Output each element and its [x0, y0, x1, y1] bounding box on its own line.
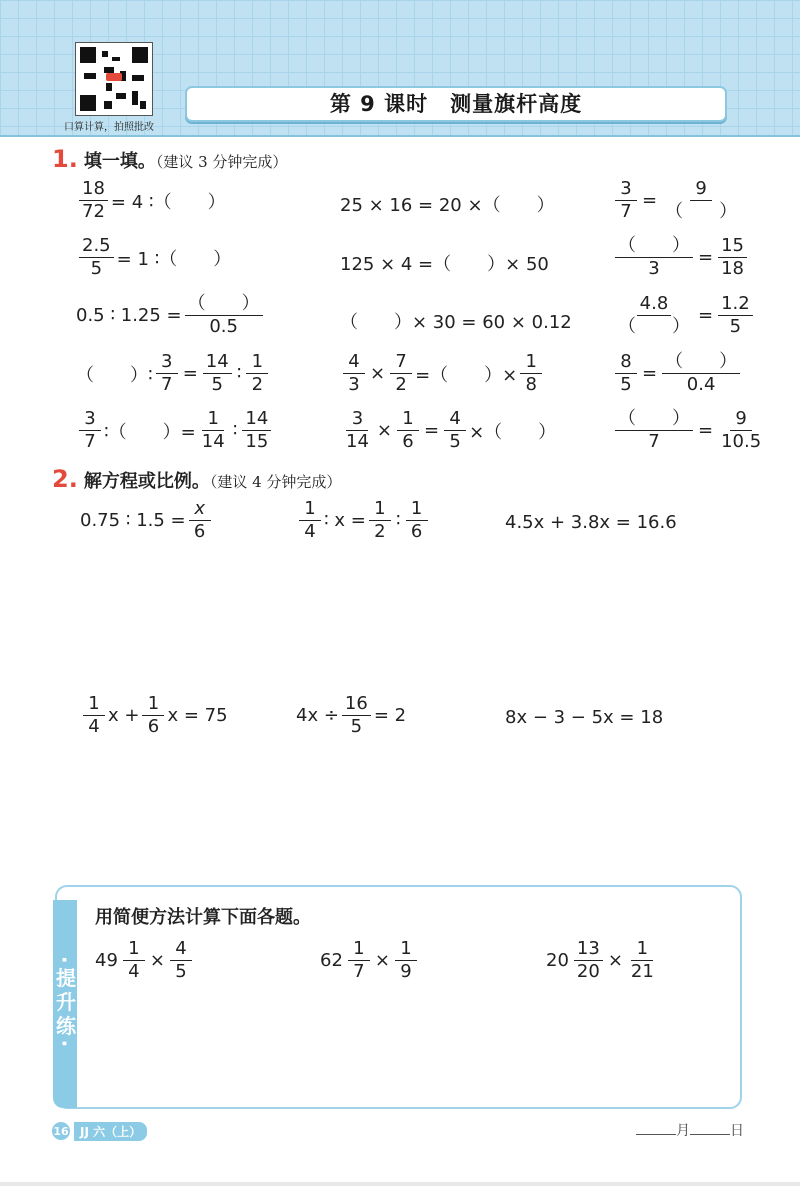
fraction: $\frac{( )}{3}$	[615, 237, 693, 278]
fill-item[interactable]: $\frac{8}{5}$ = $\frac{( )}{0.4}$	[612, 353, 743, 394]
section-2-number: 2.	[52, 465, 78, 493]
fraction: $\frac{1}{6}$	[142, 695, 164, 736]
section-2-hint: （建议 4 分钟完成）	[209, 473, 342, 491]
equation-item[interactable]: 4x ÷ $\frac{16}{5}$ = 2	[296, 693, 407, 737]
fraction: $\frac{3}{7}$	[156, 353, 178, 394]
fraction: $\frac{1}{6}$	[406, 500, 428, 541]
fraction: $\frac{1}{6}$	[397, 410, 419, 451]
fraction: $\frac{8}{5}$	[615, 353, 637, 394]
qr-code-icon[interactable]	[75, 42, 153, 116]
fraction: $\frac{4.8}{( )}$	[618, 293, 690, 337]
fraction: $\frac{2.5}{5}$	[79, 237, 114, 278]
day-blank[interactable]	[690, 1134, 730, 1135]
fraction: $\frac{x}{6}$	[189, 500, 211, 541]
fill-item[interactable]: 25 × 16 = 20 ×（ ）	[340, 195, 555, 216]
equation-item[interactable]: 8x − 3 − 5x = 18	[505, 707, 664, 728]
fraction: $\frac{( )}{7}$	[615, 410, 693, 451]
fill-item[interactable]: $\frac{( )}{7}$ = $\frac{9}{10.5}$	[612, 410, 767, 451]
practice-side-label: ·提升练·	[53, 900, 77, 1108]
fraction: $\frac{1}{8}$	[520, 353, 542, 394]
book-label: JJ 六（上）	[74, 1122, 147, 1141]
section-1-hint: （建议 3 分钟完成）	[155, 153, 288, 171]
section-1-number: 1.	[52, 145, 78, 173]
fraction: $\frac{14}{15}$	[242, 410, 271, 451]
section-1-label: 填一填。	[83, 151, 156, 172]
section-1-heading	[52, 145, 287, 173]
fraction: $\frac{1}{4}$	[299, 500, 321, 541]
practice-item[interactable]: 49 $\frac{1}{4}$ × $\frac{4}{5}$	[95, 940, 195, 981]
fraction: $\frac{18}{72}$	[79, 180, 108, 221]
fill-item[interactable]: （ ）∶ $\frac{3}{7}$ = $\frac{14}{5}$ ∶ $\frac{1}{2}$	[76, 353, 271, 394]
qr-caption: 口算计算，拍照批改	[64, 122, 154, 133]
fill-item[interactable]: $\frac{3}{14}$ × $\frac{1}{6}$ = $\frac{4}{5}$ ×（ ）	[340, 410, 556, 451]
fill-item[interactable]: （ ）× 30 = 60 × 0.12	[340, 312, 572, 333]
fraction: $\frac{14}{5}$	[203, 353, 232, 394]
fraction: $\frac{4}{3}$	[343, 353, 365, 394]
fraction: $\frac{7}{2}$	[390, 353, 412, 394]
fill-item[interactable]: $\frac{4}{3}$ × $\frac{7}{2}$ =（ ）× $\frac{1}{8}$	[340, 353, 545, 394]
page-edge	[0, 1182, 800, 1186]
page-header	[0, 0, 800, 137]
equation-item[interactable]: $\frac{1}{4}$ ∶ x = $\frac{1}{2}$ ∶ $\frac{1}{6}$	[296, 500, 431, 541]
fraction: $\frac{1}{4}$	[83, 695, 105, 736]
fraction: $\frac{3}{14}$	[346, 408, 369, 452]
fraction: $\frac{13}{20}$	[574, 940, 603, 981]
fraction: $\frac{1}{21}$	[630, 938, 654, 982]
fraction: $\frac{3}{7}$	[79, 410, 101, 451]
fraction: $\frac{16}{5}$	[342, 695, 371, 736]
fraction: $\frac{1}{2}$	[246, 353, 268, 394]
fraction: $\frac{9}{10.5}$	[721, 408, 762, 452]
month-label: 月	[676, 1123, 690, 1139]
equation-item[interactable]: 0.75 ∶ 1.5 = $\frac{x}{6}$	[80, 500, 214, 541]
fraction: $\frac{4}{5}$	[170, 940, 192, 981]
fraction: $\frac{4}{5}$	[444, 410, 466, 451]
equation-item[interactable]: $\frac{1}{4}$ x + $\frac{1}{6}$ x = 75	[80, 695, 228, 736]
practice-item[interactable]: 62 $\frac{1}{7}$ × $\frac{1}{9}$	[320, 940, 420, 981]
fill-item[interactable]: $\frac{2.5}{5}$ = 1 ∶（ ）	[76, 237, 231, 278]
date-field[interactable]	[636, 1120, 744, 1140]
month-blank[interactable]	[636, 1134, 676, 1135]
practice-title: 用简便方法计算下面各题。	[95, 907, 311, 928]
fill-item[interactable]: $\frac{( )}{3}$ = $\frac{15}{18}$	[612, 237, 750, 278]
fraction: $\frac{15}{18}$	[718, 237, 747, 278]
fraction: $\frac{1}{14}$	[201, 408, 225, 452]
fraction: $\frac{3}{7}$	[615, 180, 637, 221]
practice-item[interactable]: 20 $\frac{13}{20}$ × $\frac{1}{21}$	[546, 940, 660, 981]
page-footer	[52, 1122, 147, 1140]
fraction: $\frac{( )}{0.4}$	[662, 353, 740, 394]
fraction: $\frac{1}{4}$	[123, 940, 145, 981]
fraction: $\frac{1}{7}$	[348, 940, 370, 981]
fill-item[interactable]: 0.5 ∶ 1.25 = $\frac{( )}{0.5}$	[76, 295, 266, 336]
day-label: 日	[730, 1123, 744, 1139]
page-number: 16	[52, 1122, 70, 1140]
section-2-heading	[52, 465, 341, 493]
fraction: $\frac{( )}{0.5}$	[185, 295, 263, 336]
page-title: 第 9 课时 测量旗杆高度	[185, 86, 727, 122]
fraction: $\frac{1}{2}$	[369, 500, 391, 541]
fill-item[interactable]: $\frac{3}{7}$ ∶（ ）= $\frac{1}{14}$ ∶ $\frac{14}{15}$	[76, 410, 274, 451]
fill-item[interactable]: $\frac{18}{72}$ = 4 ∶（ ）	[76, 180, 226, 221]
fill-item[interactable]: 125 × 4 =（ ）× 50	[340, 254, 549, 275]
fraction: $\frac{1}{9}$	[395, 940, 417, 981]
fill-item[interactable]: $\frac{4.8}{( )}$ = $\frac{1.2}{5}$	[612, 295, 756, 336]
fill-item[interactable]: $\frac{3}{7}$ = $\frac{9}{( )}$	[612, 180, 743, 221]
fraction: $\frac{9}{( )}$	[665, 178, 738, 222]
equation-item[interactable]: 4.5x + 3.8x = 16.6	[505, 512, 677, 533]
section-2-label: 解方程或比例。	[83, 471, 210, 492]
fraction: $\frac{1.2}{5}$	[718, 295, 753, 336]
